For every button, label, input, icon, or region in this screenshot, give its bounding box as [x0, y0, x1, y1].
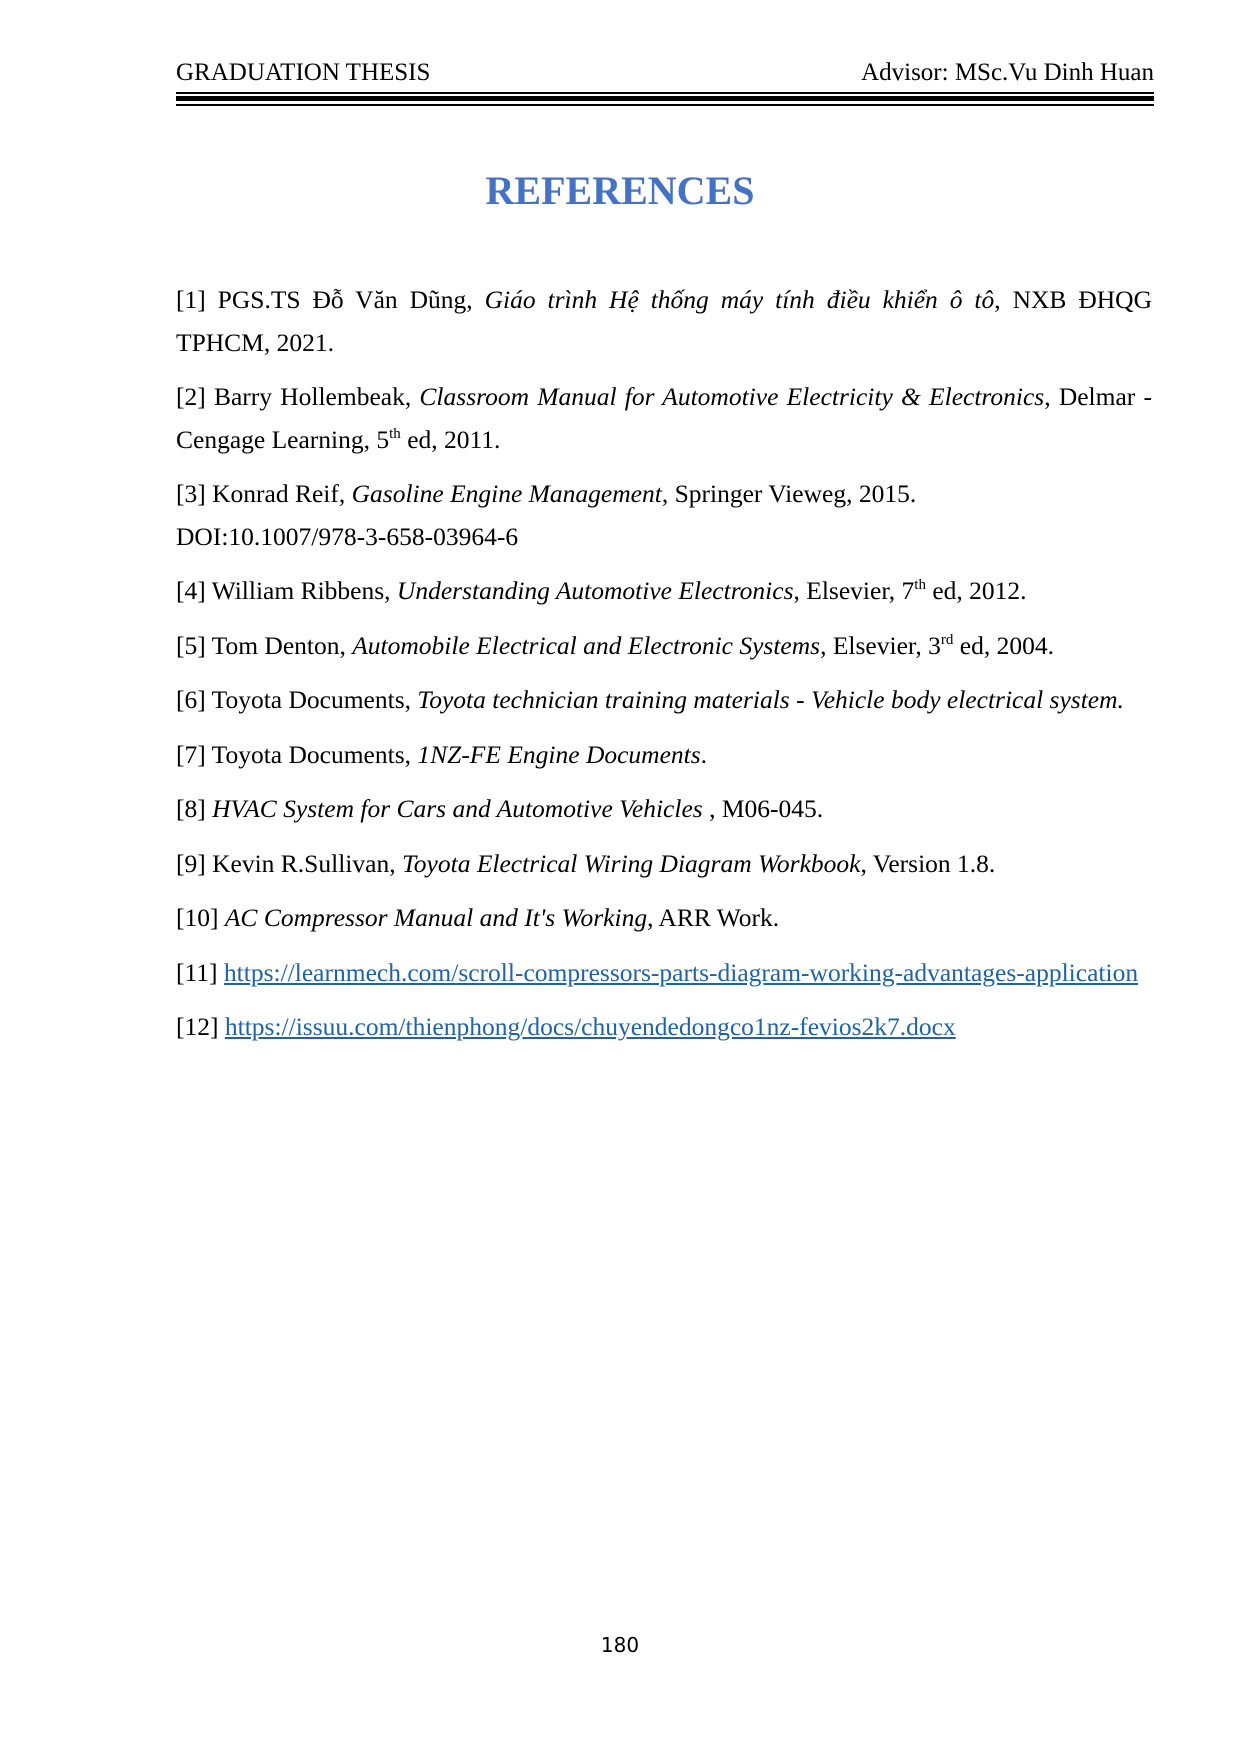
reference-item — [176, 570, 1152, 613]
reference-year: ed, 2004. — [953, 630, 1054, 660]
reference-authors: Tom Denton, — [205, 630, 353, 660]
reference-number: [6] — [176, 685, 206, 714]
page-number: 180 — [600, 1633, 640, 1657]
reference-authors: Barry Hollembeak, — [205, 382, 420, 411]
reference-publisher: , Springer Vieweg, 2015. — [661, 479, 917, 508]
reference-number: [4] — [176, 576, 206, 605]
edition-suffix: th — [389, 425, 401, 442]
header-rule-thin-bottom — [176, 104, 1154, 106]
reference-publisher: , Elsevier, 3 — [820, 630, 941, 660]
reference-authors: Toyota Documents, — [205, 739, 418, 769]
edition-suffix: th — [914, 577, 926, 593]
reference-title: Toyota technician training materials - Vehicle body electrical system. — [417, 685, 1124, 714]
reference-item — [176, 473, 1152, 558]
edition-suffix: rd — [940, 631, 954, 648]
reference-item — [176, 625, 1152, 668]
reference-number: [12] — [176, 1012, 219, 1041]
page-title: REFERENCES — [485, 168, 755, 213]
reference-title: Automobile Electrical and Electronic Systems — [352, 630, 821, 660]
reference-number: [9] — [176, 848, 206, 878]
reference-title: AC Compressor Manual and It's Working — [224, 903, 648, 932]
reference-number: [5] — [176, 630, 206, 660]
header-rule-thin-top — [176, 92, 1154, 94]
reference-item — [176, 679, 1152, 722]
references-list — [176, 279, 1152, 1061]
reference-item — [176, 279, 1152, 364]
reference-publisher: , NXB ĐHQG TPHCM, 2021. — [176, 285, 1153, 357]
reference-publisher: , Version 1.8. — [860, 848, 996, 878]
reference-publisher: , Elsevier, 7 — [793, 576, 915, 605]
reference-authors: William Ribbens, — [205, 576, 397, 605]
reference-item — [176, 734, 1152, 777]
reference-authors: Kevin R.Sullivan, — [205, 848, 402, 878]
reference-title: Gasoline Engine Management — [351, 479, 662, 508]
reference-item — [176, 897, 1152, 940]
reference-item — [176, 376, 1152, 461]
page-header — [176, 57, 1154, 89]
reference-authors: Toyota Documents, — [205, 685, 418, 714]
reference-number: [10] — [176, 903, 219, 932]
reference-item — [176, 952, 1152, 995]
reference-number: [8] — [176, 794, 206, 823]
reference-number: [3] — [176, 479, 206, 508]
reference-title: Understanding Automotive Electronics — [396, 576, 794, 605]
reference-link[interactable]: https://learnmech.com/scroll-compressors-parts-diagram-working-advantages-application — [223, 957, 1139, 987]
reference-number: [11] — [176, 957, 218, 987]
reference-publisher: , Delmar - Cengage Learning, 5 — [176, 382, 1152, 454]
reference-item — [176, 788, 1152, 831]
reference-title: HVAC System for Cars and Automotive Vehicles — [212, 794, 703, 823]
reference-item — [176, 1006, 1152, 1049]
reference-link[interactable]: https://issuu.com/thienphong/docs/chuyendedongco1nz-fevios2k7.docx — [224, 1012, 956, 1041]
reference-title: Giáo trình Hệ thống máy tính điều khiển ô tô — [484, 285, 995, 314]
reference-authors: Konrad Reif, — [205, 479, 352, 508]
reference-publisher: . — [700, 739, 708, 769]
reference-authors: PGS.TS Đỗ Văn Dũng, — [205, 285, 485, 314]
reference-number: [2] — [176, 382, 206, 411]
reference-doi: DOI:10.1007/978-3-658-03964-6 — [176, 521, 519, 551]
header-thesis-label: GRADUATION THESIS — [176, 59, 431, 86]
reference-year: ed, 2012. — [925, 576, 1027, 605]
reference-title: 1NZ-FE Engine Documents — [417, 739, 701, 769]
reference-publisher: , M06-045. — [702, 794, 824, 823]
reference-number: [7] — [176, 739, 206, 769]
reference-item — [176, 843, 1152, 886]
header-advisor: Advisor: MSc.Vu Dinh Huan — [861, 59, 1154, 86]
reference-title: Classroom Manual for Automotive Electricity & Electronics — [419, 382, 1045, 411]
reference-publisher: , ARR Work. — [647, 903, 780, 932]
reference-number: [1] — [176, 285, 206, 314]
reference-year: ed, 2011. — [400, 424, 501, 454]
reference-title: Toyota Electrical Wiring Diagram Workbook — [401, 848, 861, 878]
header-rule-thick — [176, 96, 1154, 101]
